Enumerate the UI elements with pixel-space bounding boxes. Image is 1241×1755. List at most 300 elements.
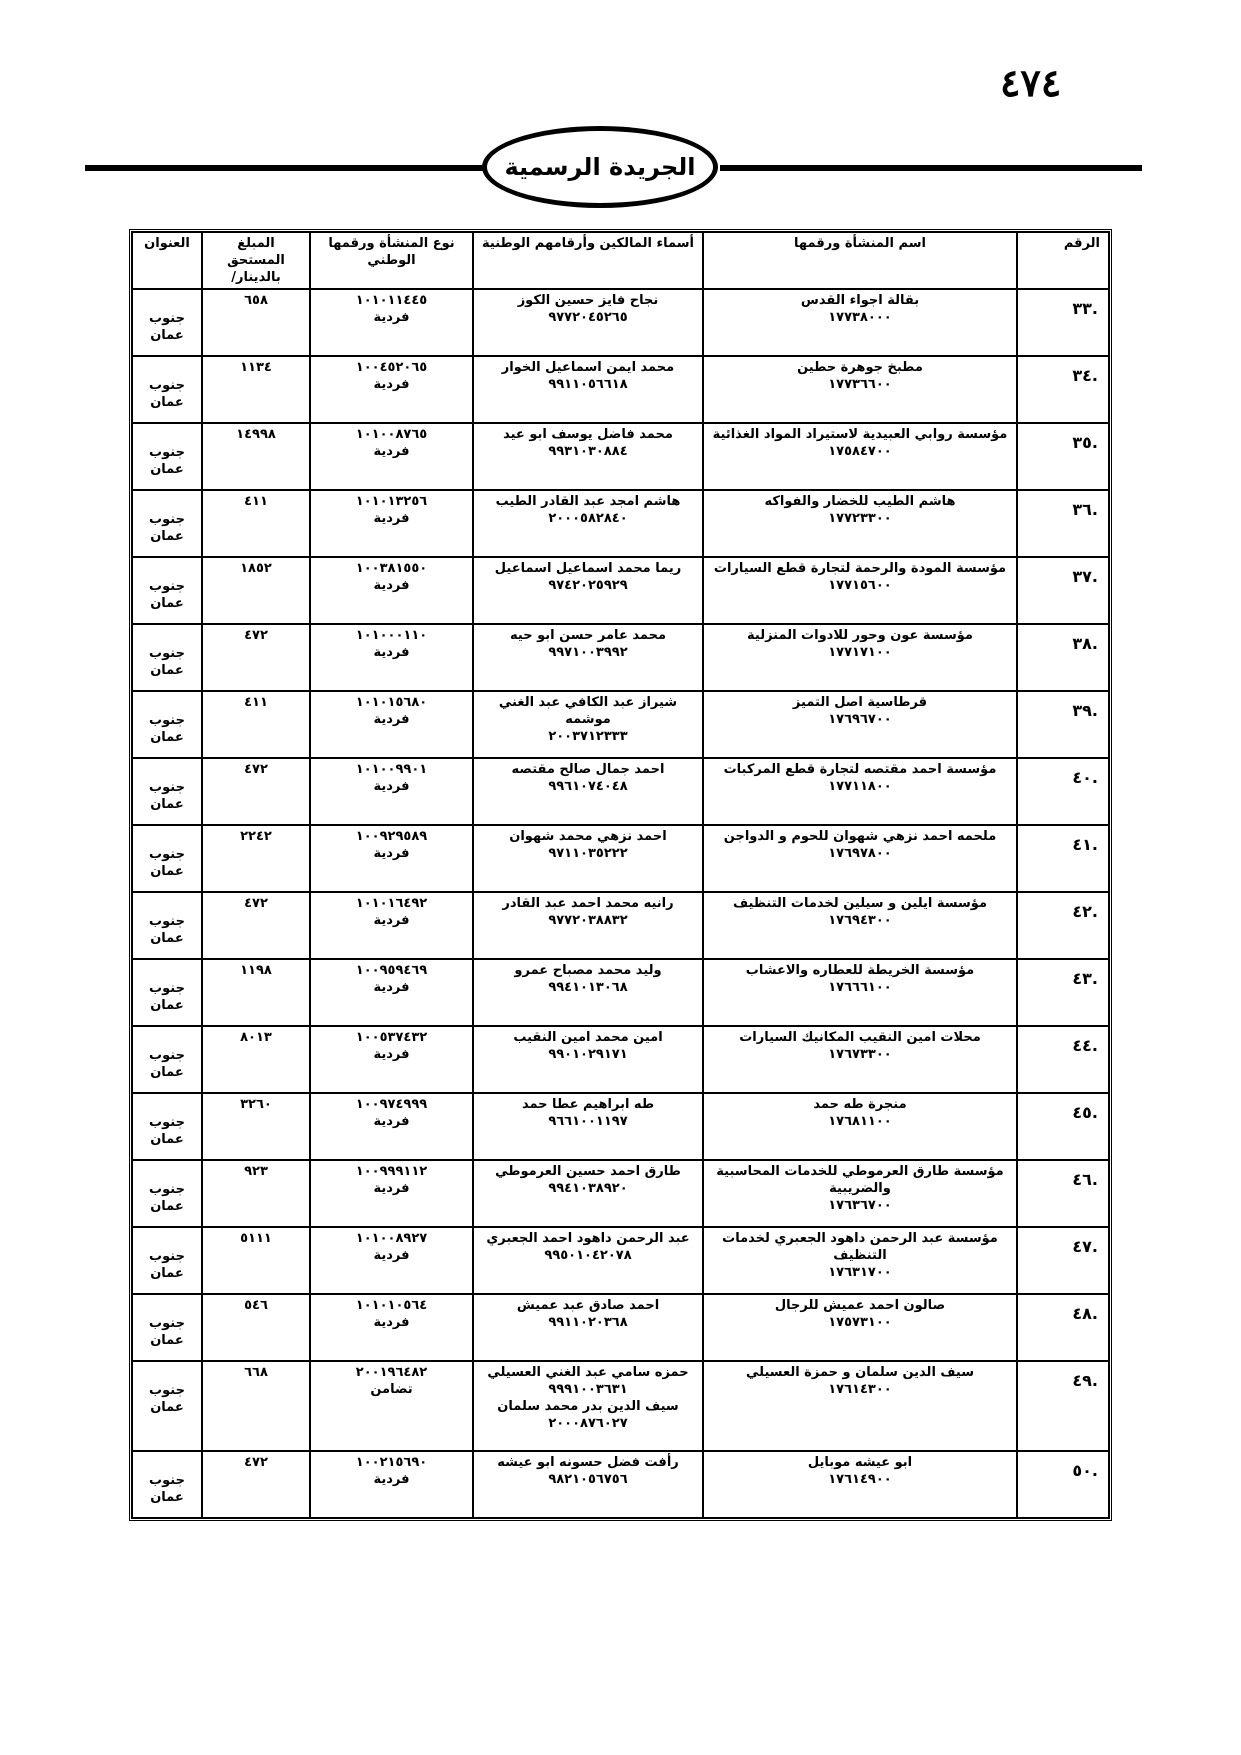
establishment-national-id: ١٠١٠٠٨٩٢٧: [355, 1231, 428, 1246]
amount-due: ٤٧٢: [244, 896, 268, 911]
address-line: عمان: [150, 663, 184, 678]
row-number-cell: [1017, 1026, 1109, 1093]
address-cell: [132, 959, 202, 1026]
establishment-national-id: ١٠١٠١٠٥٦٤: [355, 1298, 428, 1313]
establishment-national-id: ١٠٠٤٥٢٠٦٥: [355, 360, 428, 375]
owners-cell: [473, 758, 703, 825]
owner-national-id: ٢٠٠٣٧١٢٣٣٣: [548, 729, 628, 744]
row-number: .٤٠: [1072, 768, 1098, 787]
owner-national-id: ٢٠٠٠٥٨٢٨٤٠: [548, 511, 628, 526]
amount-due: ٦٥٨: [244, 293, 268, 308]
header-rule-left: [85, 165, 495, 171]
address-line: جنوب: [149, 1048, 185, 1063]
owner-national-id: ٩٩٩١٠٠٣٦٣١: [548, 1382, 628, 1397]
row-number-cell: [1017, 959, 1109, 1026]
establishment-name: مؤسسة طارق العرموطي للخدمات المحاسبية والضريبية: [716, 1164, 1004, 1196]
address-line: جنوب: [149, 1115, 185, 1130]
establishment-type: فردية: [373, 1315, 410, 1330]
row-number-cell: [1017, 1451, 1109, 1518]
row-number: .٤٤: [1072, 1036, 1098, 1055]
establishment-type: فردية: [373, 913, 410, 928]
type-cell: [310, 1294, 473, 1361]
table-header-row: [132, 232, 1109, 289]
row-number-cell: [1017, 758, 1109, 825]
establishment-name: مؤسسة الخريطة للعطاره والاعشاب: [745, 963, 975, 978]
owners-cell: [473, 1451, 703, 1518]
address-cell: [132, 1451, 202, 1518]
table-row: [132, 557, 1109, 624]
establishment-national-id: ١٠١٠١٦٤٩٢: [355, 896, 428, 911]
address-cell: [132, 289, 202, 356]
amount-cell: [202, 1093, 310, 1160]
row-number: .٣٨: [1072, 634, 1098, 653]
address-line: جنوب: [149, 378, 185, 393]
amount-cell: [202, 1361, 310, 1451]
establishment-cell: [703, 758, 1017, 825]
establishment-national-id: ١٠٠٥٣٧٤٣٢: [355, 1030, 428, 1045]
table-row: [132, 691, 1109, 758]
establishment-name: مؤسسة روابي العبيدية لاستيراد المواد الغذائية: [712, 427, 1008, 442]
establishment-type: فردية: [373, 377, 410, 392]
owner-name: احمد جمال صالح مقتصه: [511, 762, 665, 777]
address-cell: [132, 490, 202, 557]
table-row: [132, 289, 1109, 356]
establishment-type: فردية: [373, 712, 410, 727]
address-line: عمان: [150, 864, 184, 879]
establishment-type: فردية: [373, 578, 410, 593]
row-number: .٤٧: [1072, 1237, 1098, 1256]
owner-name: عبد الرحمن داهود احمد الجعبري: [486, 1231, 690, 1246]
owner-name: ريما محمد اسماعيل اسماعيل: [494, 561, 682, 576]
amount-cell: [202, 557, 310, 624]
header-number: الرقم: [1017, 232, 1109, 289]
owner-name: هاشم امجد عبد القادر الطيب: [495, 494, 681, 509]
owner-national-id: ٩٩٤١٠١٣٠٦٨: [548, 980, 628, 995]
owners-cell: [473, 624, 703, 691]
type-cell: [310, 1026, 473, 1093]
address-line: جنوب: [149, 1249, 185, 1264]
amount-due: ٦٦٨: [244, 1365, 268, 1380]
owners-cell: [473, 1361, 703, 1451]
establishment-name: سيف الدين سلمان و حمزة العسيلي: [745, 1365, 974, 1380]
table-row: [132, 1294, 1109, 1361]
owners-cell: [473, 356, 703, 423]
establishment-type: فردية: [373, 310, 410, 325]
header-owners: أسماء المالكين وأرقامهم الوطنية: [473, 232, 703, 289]
row-number: .٣٥: [1072, 433, 1098, 452]
address-line: عمان: [150, 529, 184, 544]
amount-due: ٤٧٢: [244, 762, 268, 777]
table-row: [132, 825, 1109, 892]
type-cell: [310, 557, 473, 624]
row-number: .٤٥: [1072, 1103, 1098, 1122]
amount-cell: [202, 1026, 310, 1093]
establishment-name: بقالة اجواء القدس: [800, 293, 920, 308]
type-cell: [310, 1227, 473, 1294]
establishment-name: مؤسسة احمد مقتصه لتجارة قطع المركبات: [723, 762, 997, 777]
establishment-name: مطبخ جوهرة حطين: [797, 360, 923, 375]
owner-name: طه ابراهيم عطا حمد: [521, 1097, 655, 1112]
masthead-oval: [482, 126, 718, 208]
type-cell: [310, 423, 473, 490]
address-line: جنوب: [149, 780, 185, 795]
establishment-id: ١٧٦٩٦٧٠٠: [828, 712, 892, 727]
address-line: جنوب: [149, 914, 185, 929]
amount-cell: [202, 624, 310, 691]
establishment-type: فردية: [373, 846, 410, 861]
establishment-name: مؤسسة ايلين و سيلين لخدمات التنظيف: [732, 896, 987, 911]
type-cell: [310, 1361, 473, 1451]
table-row: [132, 624, 1109, 691]
establishment-id: ١٧٧١٥٦٠٠: [828, 578, 892, 593]
page-number: ٤٧٤: [1000, 60, 1062, 105]
owner-name: احمد نزهي محمد شهوان: [509, 829, 667, 844]
establishment-name: هاشم الطيب للخضار والفواكه: [764, 494, 956, 509]
row-number-cell: [1017, 892, 1109, 959]
establishment-id: ١٧٦٩٧٨٠٠: [828, 846, 892, 861]
amount-cell: [202, 892, 310, 959]
type-cell: [310, 289, 473, 356]
owner-national-id: ٩٩٤١٠٣٨٩٢٠: [548, 1181, 628, 1196]
establishment-cell: [703, 1160, 1017, 1227]
address-line: عمان: [150, 730, 184, 745]
table-row: [132, 892, 1109, 959]
address-line: عمان: [150, 1065, 184, 1080]
amount-cell: [202, 825, 310, 892]
amount-due: ٤١١: [244, 494, 268, 509]
establishment-name: مؤسسة المودة والرحمة لتجارة قطع السيارات: [713, 561, 1007, 576]
address-cell: [132, 1294, 202, 1361]
owner-national-id: ٢٠٠٠٨٧٦٠٢٧: [548, 1416, 628, 1431]
address-cell: [132, 1093, 202, 1160]
address-line: جنوب: [149, 713, 185, 728]
establishment-id: ١٧٦١٤٩٠٠: [828, 1472, 892, 1487]
owner-national-id: ٩٩١١٠٢٠٣٦٨: [548, 1315, 628, 1330]
address-cell: [132, 691, 202, 758]
establishment-name: ملحمه احمد نزهي شهوان للحوم و الدواجن: [723, 829, 997, 844]
address-cell: [132, 356, 202, 423]
owner-national-id: ٩٩٠١٠٢٩١٧١: [548, 1047, 628, 1062]
owner-name: محمد عامر حسن ابو حيه: [510, 628, 666, 643]
owners-cell: [473, 1160, 703, 1227]
amount-due: ٤٧٢: [244, 1455, 268, 1470]
establishment-type: فردية: [373, 645, 410, 660]
establishment-cell: [703, 1093, 1017, 1160]
type-cell: [310, 356, 473, 423]
establishment-id: ١٧٦٣٦٧٠٠: [828, 1198, 892, 1213]
row-number: .٣٤: [1072, 366, 1098, 385]
row-number: .٤٩: [1072, 1371, 1098, 1390]
address-line: جنوب: [149, 445, 185, 460]
establishment-cell: [703, 825, 1017, 892]
address-line: جنوب: [149, 847, 185, 862]
owner-national-id: ٩٩٦١٠٧٤٠٤٨: [548, 779, 628, 794]
establishment-type: فردية: [373, 1248, 410, 1263]
address-cell: [132, 825, 202, 892]
row-number-cell: [1017, 423, 1109, 490]
owners-cell: [473, 557, 703, 624]
address-line: عمان: [150, 1333, 184, 1348]
establishment-name: صالون احمد عميش للرجال: [774, 1298, 946, 1313]
address-line: عمان: [150, 1132, 184, 1147]
type-cell: [310, 624, 473, 691]
establishment-cell: [703, 423, 1017, 490]
row-number-cell: [1017, 1361, 1109, 1451]
establishment-cell: [703, 892, 1017, 959]
owner-national-id: ٩٧٧٢٠٤٥٢٦٥: [548, 310, 628, 325]
type-cell: [310, 1451, 473, 1518]
owner-name: حمزه سامي عبد الغني العسيلي: [487, 1365, 689, 1380]
row-number-cell: [1017, 825, 1109, 892]
table-row: [132, 423, 1109, 490]
row-number: .٣٦: [1072, 500, 1098, 519]
establishment-national-id: ١٠١٠١٥٦٨٠: [355, 695, 428, 710]
header-amount: المبلغ المستحق بالدينار/: [202, 232, 310, 289]
owners-cell: [473, 892, 703, 959]
establishment-id: ١٧٧١٧١٠٠: [828, 645, 892, 660]
establishment-name: منجرة طه حمد: [813, 1097, 907, 1112]
establishment-national-id: ١٠٠٩٧٤٩٩٩: [355, 1097, 428, 1112]
owner-name: طارق احمد حسين العرموطي: [495, 1164, 681, 1179]
establishment-cell: [703, 1227, 1017, 1294]
type-cell: [310, 691, 473, 758]
amount-cell: [202, 289, 310, 356]
address-line: جنوب: [149, 1316, 185, 1331]
header-address: العنوان: [132, 232, 202, 289]
establishment-cell: [703, 1026, 1017, 1093]
owners-cell: [473, 959, 703, 1026]
amount-cell: [202, 1227, 310, 1294]
establishment-cell: [703, 1361, 1017, 1451]
amount-cell: [202, 423, 310, 490]
establishment-name: مؤسسة عون وحور للادوات المنزلية: [747, 628, 973, 643]
establishment-cell: [703, 289, 1017, 356]
row-number-cell: [1017, 1294, 1109, 1361]
establishment-national-id: ١٠٠٩٢٩٥٨٩: [355, 829, 428, 844]
address-line: جنوب: [149, 512, 185, 527]
owner-national-id: ٩٧١١٠٣٥٢٢٢: [548, 846, 628, 861]
establishment-type: فردية: [373, 444, 410, 459]
address-cell: [132, 624, 202, 691]
table-row: [132, 1451, 1109, 1518]
row-number: .٣٧: [1072, 567, 1098, 586]
type-cell: [310, 1160, 473, 1227]
row-number-cell: [1017, 557, 1109, 624]
address-line: عمان: [150, 395, 184, 410]
address-line: عمان: [150, 596, 184, 611]
address-line: جنوب: [149, 1473, 185, 1488]
address-line: عمان: [150, 462, 184, 477]
address-line: جنوب: [149, 981, 185, 996]
establishment-national-id: ١٠١٠٠٩٩٠١: [355, 762, 428, 777]
owner-national-id: ٩٩٥٠١٠٤٢٠٧٨: [544, 1248, 632, 1263]
establishment-type: فردية: [373, 1114, 410, 1129]
address-line: جنوب: [149, 1182, 185, 1197]
amount-due: ١١٩٨: [240, 963, 272, 978]
address-line: جنوب: [149, 646, 185, 661]
address-cell: [132, 892, 202, 959]
establishment-national-id: ١٠١٠١٣٢٥٦: [355, 494, 428, 509]
amount-due: ٣٢٦٠: [240, 1097, 272, 1112]
table-row: [132, 490, 1109, 557]
row-number-cell: [1017, 1160, 1109, 1227]
owner-national-id: ٩٩٧١٠٠٣٩٩٢: [548, 645, 628, 660]
establishment-type: فردية: [373, 1047, 410, 1062]
amount-due: ٥٤٦: [244, 1298, 268, 1313]
masthead-title: الجريدة الرسمية: [504, 153, 696, 181]
type-cell: [310, 1093, 473, 1160]
address-cell: [132, 423, 202, 490]
address-line: جنوب: [149, 311, 185, 326]
address-cell: [132, 1160, 202, 1227]
row-number-cell: [1017, 624, 1109, 691]
establishment-id: ١٧٦٦٦١٠٠: [828, 980, 892, 995]
type-cell: [310, 758, 473, 825]
owners-cell: [473, 1026, 703, 1093]
table-row: [132, 356, 1109, 423]
owner-name: احمد صادق عبد عميش: [516, 1298, 660, 1313]
row-number: .٤٢: [1072, 902, 1098, 921]
amount-cell: [202, 490, 310, 557]
table-row: [132, 959, 1109, 1026]
address-line: عمان: [150, 1490, 184, 1505]
row-number: .٣٣: [1072, 299, 1098, 318]
row-number-cell: [1017, 691, 1109, 758]
establishment-national-id: ١٠١٠٠٨٧٦٥: [355, 427, 428, 442]
owner-national-id: ٩٧٧٢٠٣٨٨٣٢: [548, 913, 628, 928]
owner-name: شيراز عبد الكافي عبد الغني موشمه: [498, 695, 678, 727]
establishment-type: فردية: [373, 980, 410, 995]
establishment-name: محلات امين النقيب المكانيك السيارات: [739, 1030, 981, 1045]
owners-cell: [473, 423, 703, 490]
establishment-cell: [703, 490, 1017, 557]
establishment-id: ١٧٧٢٣٣٠٠: [828, 511, 892, 526]
table-row: [132, 1160, 1109, 1227]
establishment-id: ١٧٥٧٣١٠٠: [828, 1315, 892, 1330]
header-rule-right: [720, 165, 1142, 171]
address-cell: [132, 1026, 202, 1093]
address-cell: [132, 1227, 202, 1294]
amount-due: ٨٠١٣: [240, 1030, 272, 1045]
establishment-national-id: ١٠٠٩٩٩١١٢: [355, 1164, 428, 1179]
owner-national-id: ٩٩١١٠٥٦٦١٨: [548, 377, 628, 392]
establishment-type: فردية: [373, 1181, 410, 1196]
establishment-national-id: ١٠٠٣٨١٥٥٠: [355, 561, 428, 576]
establishment-cell: [703, 1451, 1017, 1518]
row-number: .٤٦: [1072, 1170, 1098, 1189]
establishment-id: ١٧٧٣٦٦٠٠: [828, 377, 892, 392]
amount-cell: [202, 356, 310, 423]
table-row: [132, 1227, 1109, 1294]
address-line: جنوب: [149, 1383, 185, 1398]
address-line: عمان: [150, 931, 184, 946]
owner-name: محمد ايمن اسماعيل الخوار: [501, 360, 675, 375]
amount-cell: [202, 959, 310, 1026]
establishment-national-id: ١٠١٠١١٤٤٥: [355, 293, 428, 308]
owners-cell: [473, 825, 703, 892]
address-line: عمان: [150, 797, 184, 812]
owner-national-id: ٩٦٦١٠٠١١٩٧: [548, 1114, 628, 1129]
row-number: .٤١: [1072, 835, 1098, 854]
establishment-cell: [703, 624, 1017, 691]
establishment-type: فردية: [373, 779, 410, 794]
amount-due: ٤٧٢: [244, 628, 268, 643]
row-number-cell: [1017, 356, 1109, 423]
type-cell: [310, 892, 473, 959]
establishment-name: قرطاسية اصل التميز: [792, 695, 928, 710]
table-row: [132, 758, 1109, 825]
row-number-cell: [1017, 490, 1109, 557]
address-line: جنوب: [149, 579, 185, 594]
establishment-national-id: ٢٠٠١٩٦٤٨٢: [355, 1365, 428, 1380]
owners-cell: [473, 1227, 703, 1294]
owner-name: سيف الدين بدر محمد سلمان: [497, 1399, 679, 1414]
establishment-cell: [703, 1294, 1017, 1361]
header-type: نوع المنشأة ورقمها الوطني: [310, 232, 473, 289]
establishment-cell: [703, 959, 1017, 1026]
amount-due: ١١٣٤: [240, 360, 272, 375]
establishment-id: ١٧٥٨٤٧٠٠: [828, 444, 892, 459]
establishment-national-id: ١٠٠٢١٥٦٩٠: [355, 1455, 428, 1470]
address-line: عمان: [150, 1266, 184, 1281]
owner-name: نجاح فايز حسين الكوز: [517, 293, 659, 308]
address-line: عمان: [150, 998, 184, 1013]
amount-due: ١٨٥٢: [240, 561, 272, 576]
establishment-id: ١٧٦٧٣٣٠٠: [828, 1047, 892, 1062]
owner-national-id: ٩٨٢١٠٥٦٧٥٦: [548, 1472, 628, 1487]
row-number-cell: [1017, 289, 1109, 356]
owner-name: وليد محمد مصباح عمرو: [514, 963, 662, 978]
address-cell: [132, 758, 202, 825]
registry-table: [129, 229, 1112, 1521]
establishment-id: ١٧٧٣٨٠٠٠: [828, 310, 892, 325]
table-row: [132, 1361, 1109, 1451]
establishment-cell: [703, 557, 1017, 624]
establishment-name: ابو عيشه موبايل: [807, 1455, 913, 1470]
owner-name: رأفت فضل حسونه ابو عيشه: [497, 1455, 679, 1470]
establishment-id: ١٧٦٣١٧٠٠: [828, 1265, 892, 1280]
amount-due: ١٤٩٩٨: [236, 427, 276, 442]
owner-name: رانيه محمد احمد عبد القادر: [502, 896, 674, 911]
amount-cell: [202, 1160, 310, 1227]
establishment-cell: [703, 356, 1017, 423]
address-line: عمان: [150, 328, 184, 343]
owner-name: محمد فاضل يوسف ابو عيد: [503, 427, 673, 442]
amount-due: ٤١١: [244, 695, 268, 710]
table-row: [132, 1093, 1109, 1160]
owner-name: امين محمد امين النقيب: [513, 1030, 663, 1045]
table-row: [132, 1026, 1109, 1093]
address-cell: [132, 1361, 202, 1451]
row-number: .٥٠: [1072, 1461, 1098, 1480]
owners-cell: [473, 1093, 703, 1160]
address-line: عمان: [150, 1400, 184, 1415]
row-number: .٤٣: [1072, 969, 1098, 988]
row-number-cell: [1017, 1227, 1109, 1294]
establishment-type: فردية: [373, 511, 410, 526]
type-cell: [310, 825, 473, 892]
establishment-name: مؤسسة عبد الرحمن داهود الجعبري لخدمات التنظيف: [722, 1231, 998, 1263]
owner-national-id: ٩٧٤٢٠٢٥٩٢٩: [548, 578, 628, 593]
establishment-cell: [703, 691, 1017, 758]
owners-cell: [473, 691, 703, 758]
amount-due: ٩٢٣: [244, 1164, 268, 1179]
type-cell: [310, 490, 473, 557]
amount-cell: [202, 758, 310, 825]
row-number: .٤٨: [1072, 1304, 1098, 1323]
owners-cell: [473, 490, 703, 557]
address-line: عمان: [150, 1199, 184, 1214]
